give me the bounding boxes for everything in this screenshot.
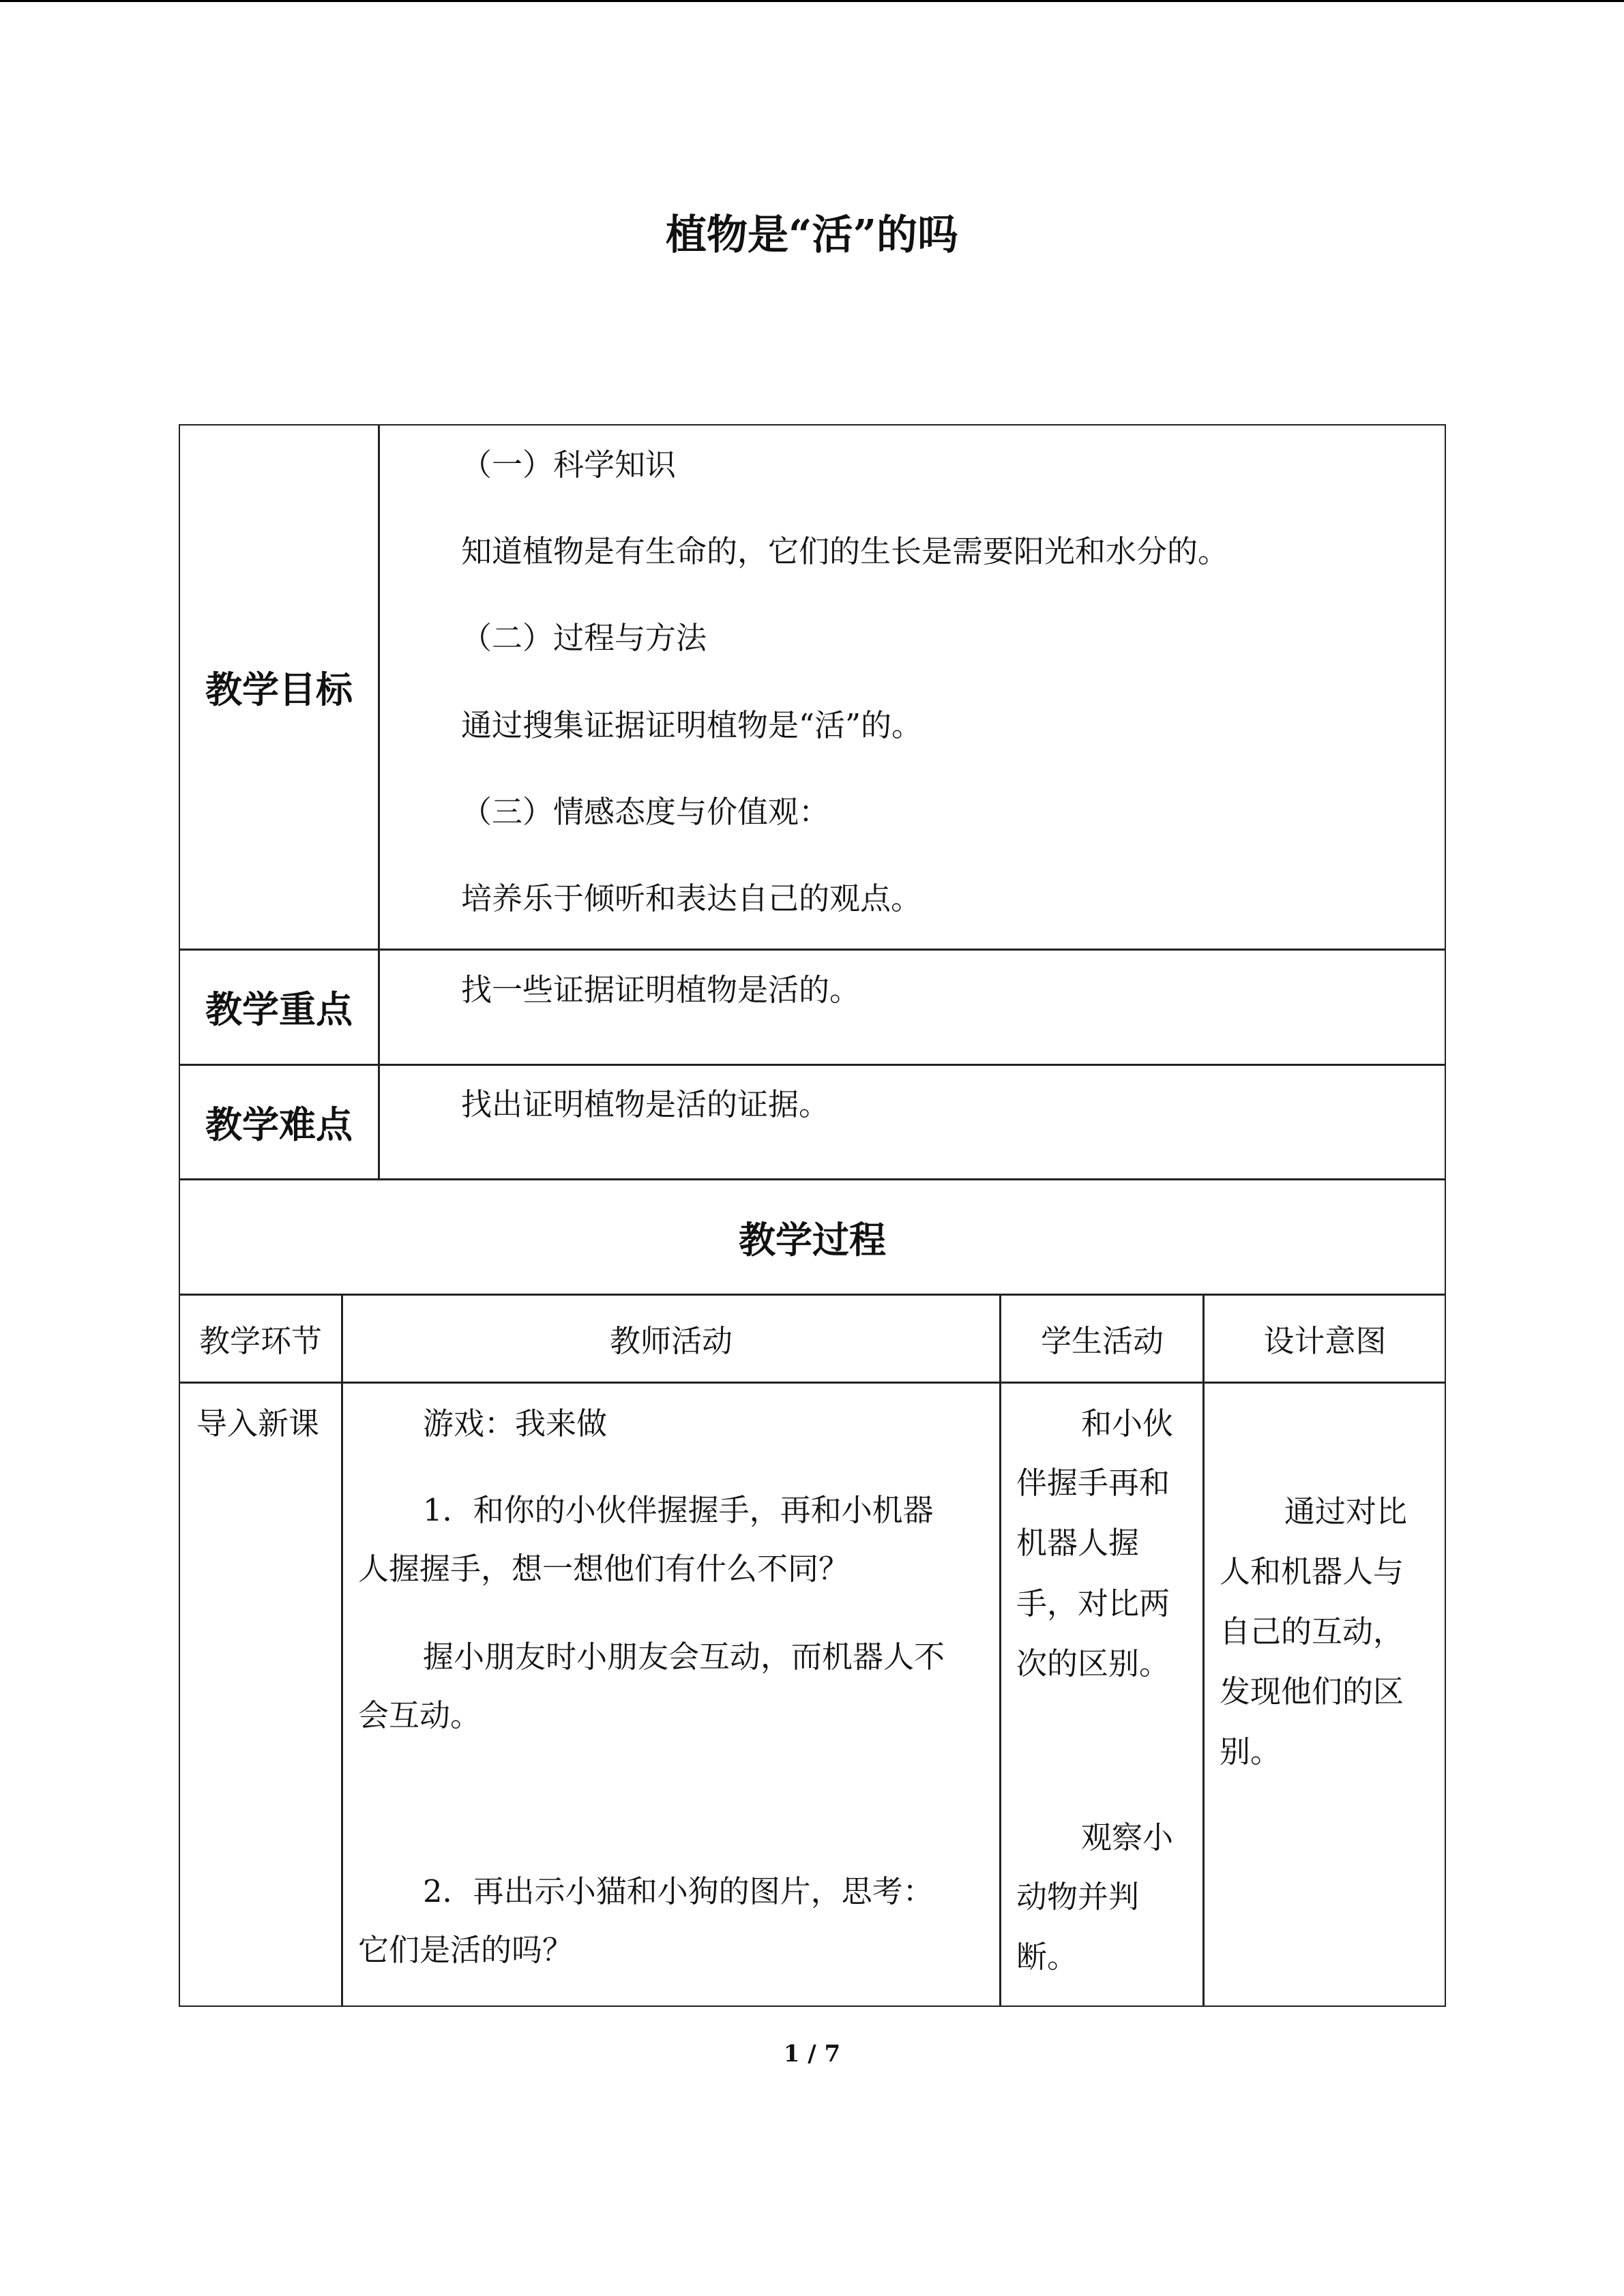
intent-line: 通过对比: [1284, 1493, 1408, 1530]
header-student-activity: 学生活动: [1040, 1322, 1164, 1359]
difficulty-label: 教学难点: [205, 1102, 353, 1146]
objective-heading-knowledge: （一）科学知识: [461, 447, 677, 483]
divider: [341, 1294, 343, 2007]
student-line: 次的区别。: [1016, 1645, 1170, 1682]
objective-text-method: 通过搜集证据证明植物是“活”的。: [461, 707, 923, 743]
top-border-line: [0, 0, 1624, 2]
header-design-intent: 设计意图: [1263, 1322, 1387, 1359]
objective-text-knowledge: 知道植物是有生命的，它们的生长是需要阳光和水分的。: [461, 533, 1229, 569]
difficulty-text: 找出证明植物是活的证据。: [461, 1086, 830, 1122]
student-line: 和小伙: [1081, 1405, 1174, 1442]
page-number: 1 / 7: [783, 2040, 841, 2068]
student-line: 观察小: [1081, 1819, 1174, 1855]
intent-line: 人和机器人与: [1220, 1553, 1404, 1590]
teacher-line: 它们是活的吗？: [358, 1932, 574, 1968]
key-point-label: 教学重点: [205, 987, 353, 1031]
divider: [999, 1294, 1001, 2007]
student-line: 断。: [1016, 1939, 1078, 1975]
teacher-line: 会互动。: [358, 1697, 482, 1733]
objective-heading-attitude: （三）情感态度与价值观：: [461, 794, 830, 830]
student-line: 手，对比两: [1016, 1585, 1170, 1622]
divider: [1202, 1294, 1205, 2007]
teacher-line: 游戏：我来做: [423, 1405, 608, 1442]
objectives-label: 教学目标: [205, 667, 353, 711]
key-point-text: 找一些证据证明植物是活的。: [461, 972, 861, 1008]
teacher-line: 人握握手，想一想他们有什么不同？: [358, 1551, 850, 1587]
header-stage: 教学环节: [198, 1322, 322, 1359]
teacher-line: 握小朋友时小朋友会互动，而机器人不: [423, 1639, 945, 1675]
intent-line: 自己的互动，: [1220, 1613, 1404, 1650]
teacher-line: 1．和你的小伙伴握握手，再和小机器: [423, 1492, 934, 1528]
page-title: 植物是“活”的吗: [665, 211, 959, 259]
student-line: 动物并判: [1016, 1879, 1140, 1915]
intent-line: 发现他们的区: [1220, 1673, 1404, 1710]
objective-heading-method: （二）过程与方法: [461, 620, 707, 656]
intent-line: 别。: [1220, 1733, 1282, 1770]
student-line: 机器人握: [1016, 1525, 1140, 1561]
teacher-line: 2．再出示小猫和小狗的图片，思考：: [423, 1873, 934, 1909]
objective-text-attitude: 培养乐于倾听和表达自己的观点。: [461, 880, 922, 916]
header-teacher-activity: 教师活动: [609, 1322, 733, 1359]
stage-cell: 导入新课: [196, 1405, 320, 1442]
process-title: 教学过程: [739, 1218, 886, 1262]
student-line: 伴握手再和: [1016, 1465, 1170, 1501]
